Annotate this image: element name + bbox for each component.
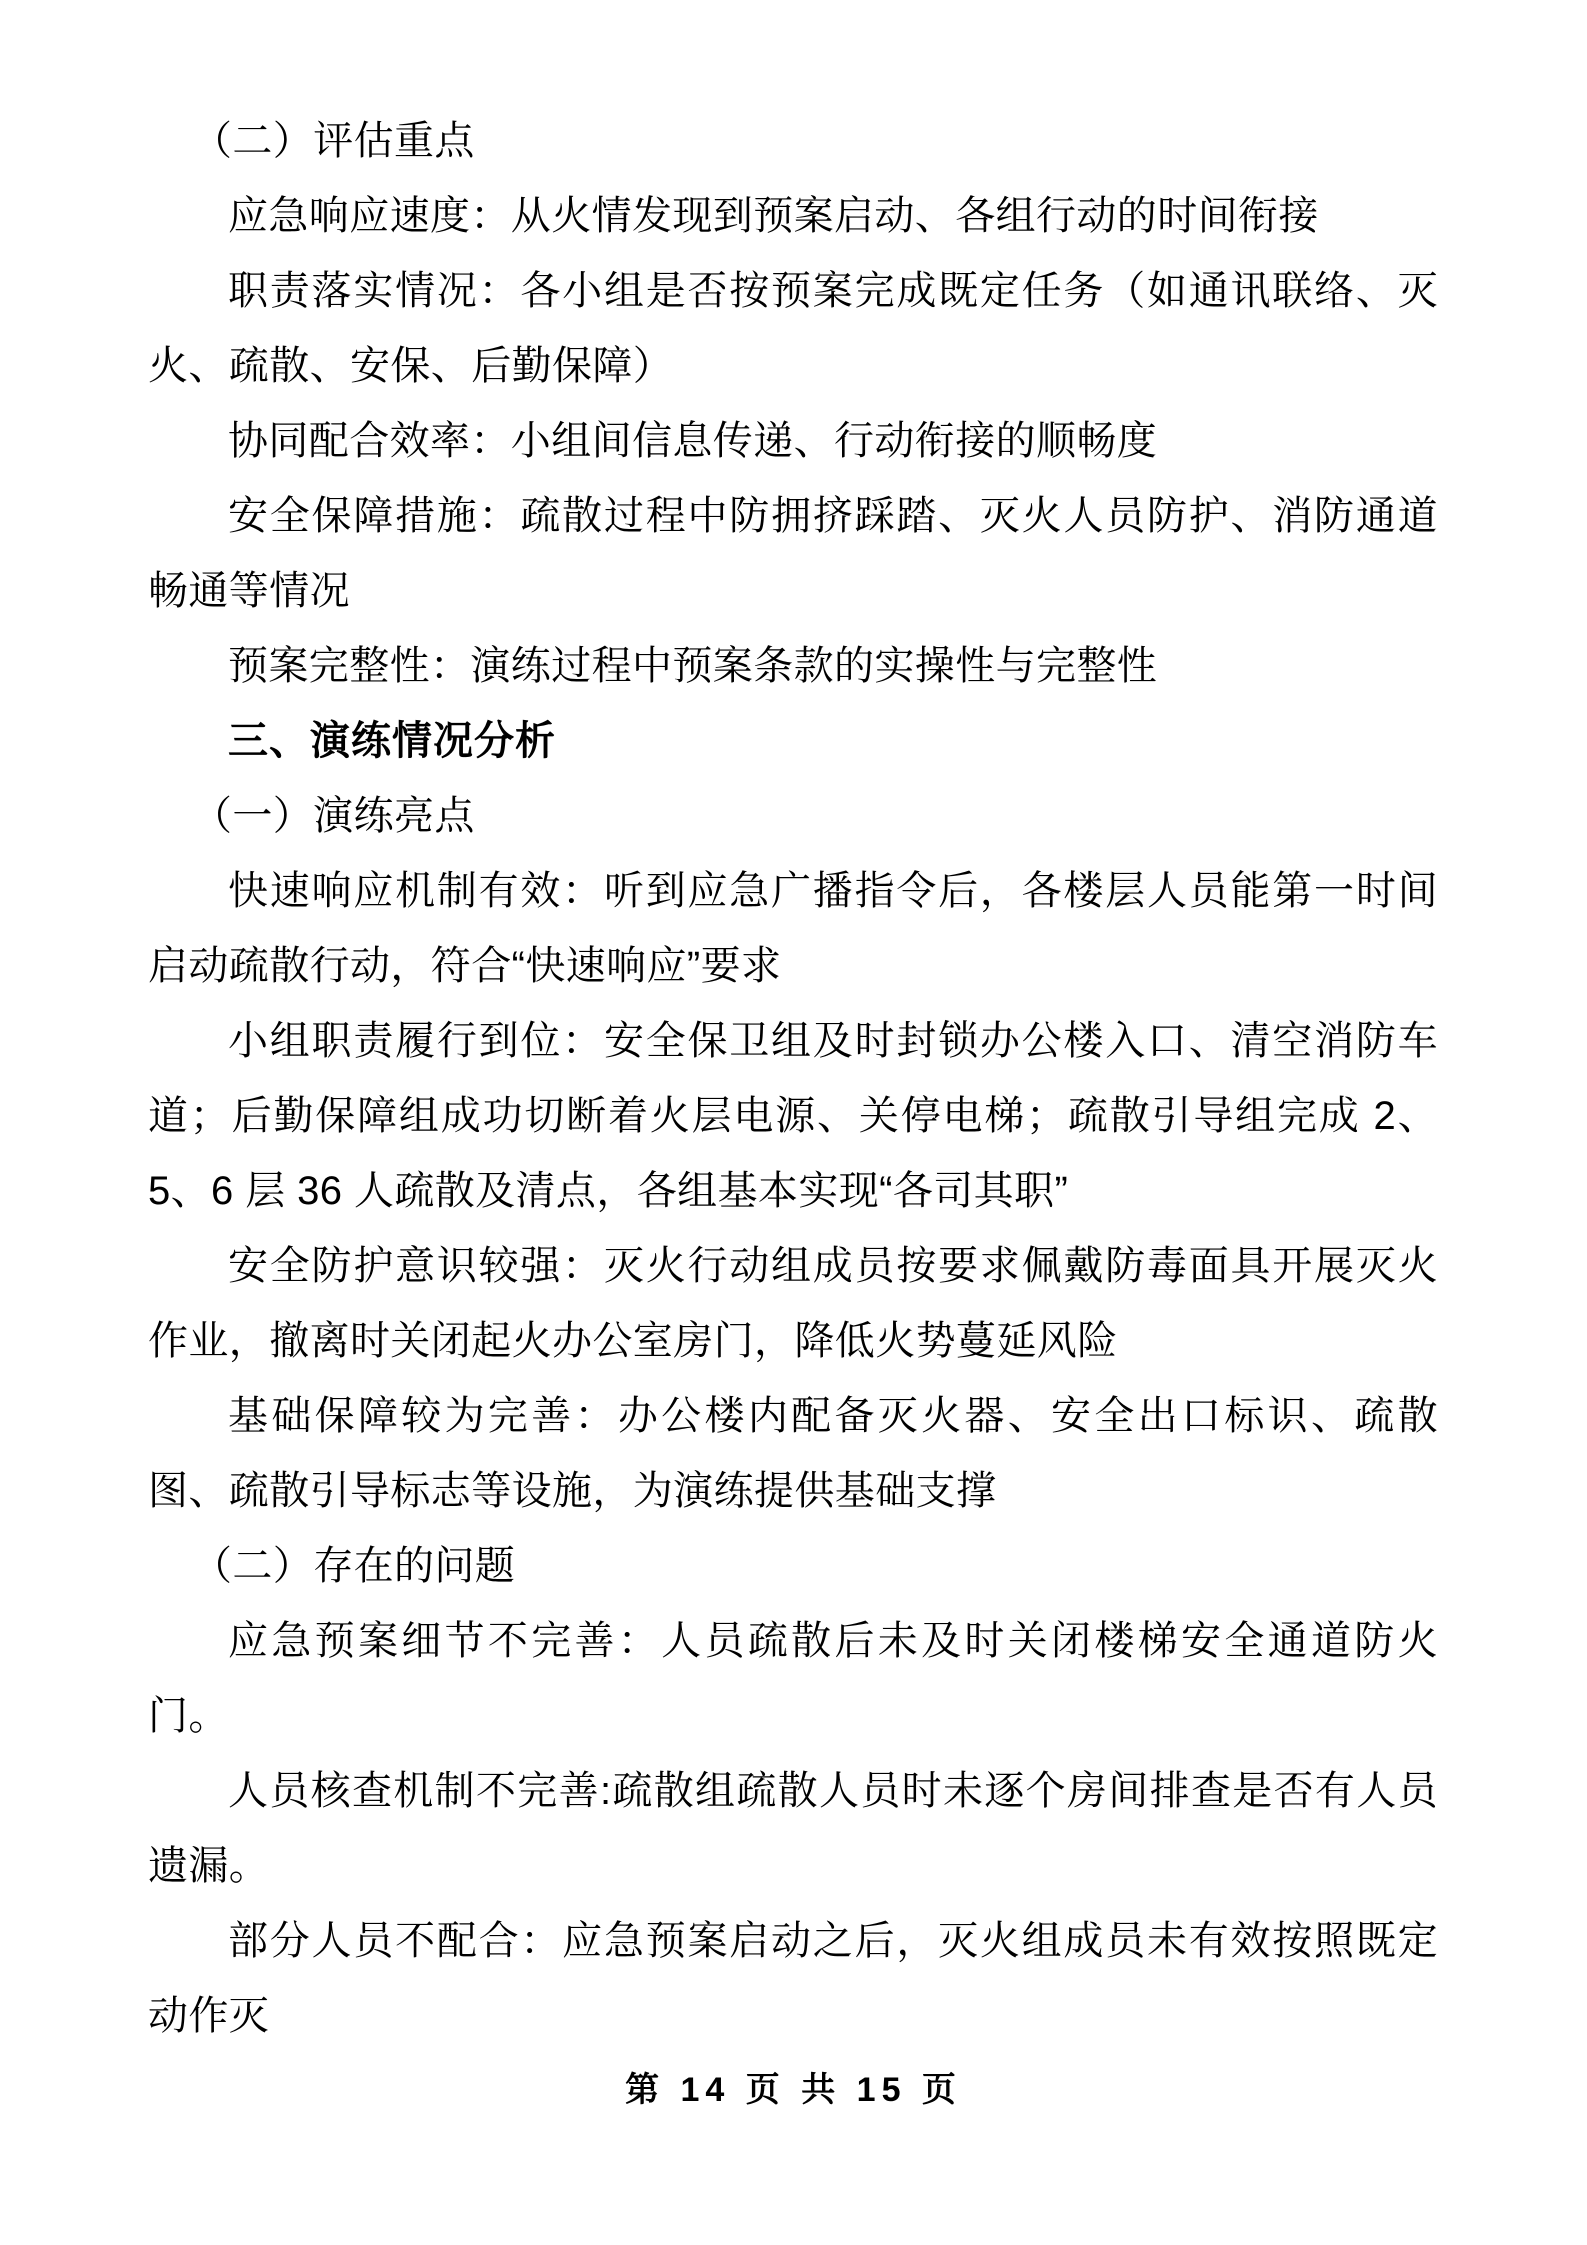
heading-drill-situation-analysis: 三、演练情况分析	[228, 719, 556, 763]
paragraph-safety-measures: 安全保障措施：疏散过程中防拥挤踩踏、灭火人员防护、消防通道畅通等情况	[148, 494, 1438, 613]
paragraph-group-duties: 小组职责履行到位：安全保卫组及时封锁办公楼入口、清空消防车道；后勤保障组成功切断着火层电源、关停电梯；疏散引导组完成 2、5、6 层 36 人疏散及清点，各组基本实现“各司其职”	[148, 1019, 1438, 1213]
paragraph-duty-implementation: 职责落实情况：各小组是否按预案完成既定任务（如通讯联络、灭火、疏散、安保、后勤保障）	[148, 269, 1438, 388]
document-body	[148, 104, 1438, 2054]
paragraph-basic-facilities: 基础保障较为完善：办公楼内配备灭火器、安全出口标识、疏散图、疏散引导标志等设施，为演练提供基础支撑	[148, 1394, 1438, 1513]
page-number-footer: 第 14 页 共 15 页	[625, 2071, 962, 2109]
section-heading-evaluation-focus: （二）评估重点	[192, 119, 475, 163]
paragraph-protection-awareness: 安全防护意识较强：灭火行动组成员按要求佩戴防毒面具开展灭火作业，撤离时关闭起火办公室房门，降低火势蔓延风险	[148, 1244, 1438, 1363]
paragraph-uncooperative-personnel: 部分人员不配合：应急预案启动之后，灭火组成员未有效按照既定动作灭	[148, 1919, 1438, 2038]
section-heading-existing-problems: （二）存在的问题	[192, 1544, 516, 1588]
section-heading-drill-highlights: （一）演练亮点	[192, 794, 475, 838]
paragraph-response-speed: 应急响应速度：从火情发现到预案启动、各组行动的时间衔接	[228, 194, 1319, 238]
paragraph-plan-completeness: 预案完整性：演练过程中预案条款的实操性与完整性	[228, 644, 1158, 688]
paragraph-coordination-efficiency: 协同配合效率：小组间信息传递、行动衔接的顺畅度	[228, 419, 1158, 463]
paragraph-rapid-response: 快速响应机制有效：听到应急广播指令后，各楼层人员能第一时间启动疏散行动，符合“快速响应”要求	[148, 869, 1438, 988]
paragraph-plan-details-incomplete: 应急预案细节不完善：人员疏散后未及时关闭楼梯安全通道防火门。	[148, 1619, 1438, 1738]
paragraph-headcount-mechanism: 人员核查机制不完善:疏散组疏散人员时未逐个房间排查是否有人员遗漏。	[148, 1769, 1438, 1888]
